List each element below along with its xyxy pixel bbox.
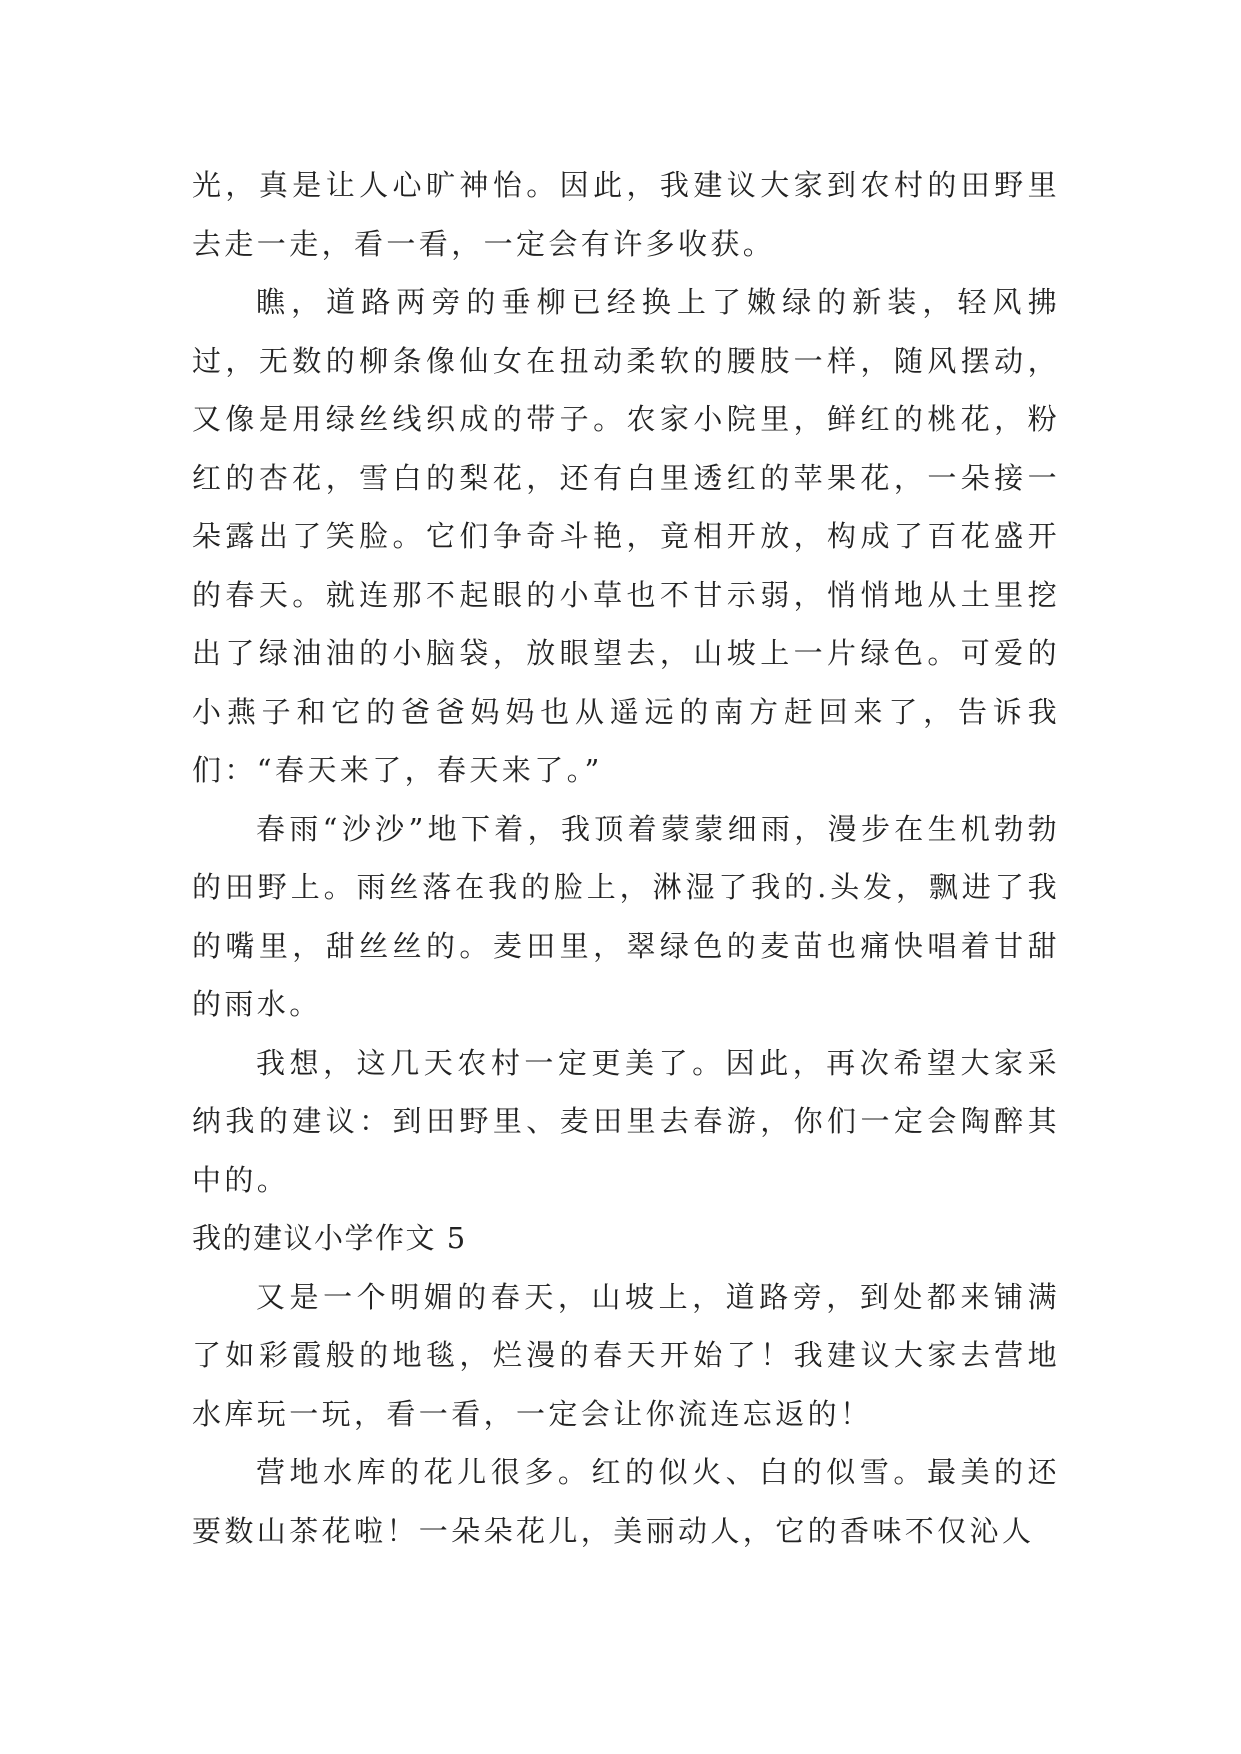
paragraph-spring-rain: 春雨“沙沙”地下着，我顶着蒙蒙细雨，漫步在生机勃勃的田野上。雨丝落在我的脸上，淋湿了我的.头发，飘进了我的嘴里，甜丝丝的。麦田里，翠绿色的麦苗也痛快唱着甘甜的雨水。 <box>192 811 1060 1021</box>
paragraph-reservoir-flowers: 营地水库的花儿很多。红的似火、白的似雪。最美的还要数山茶花啦！一朵朵花儿，美丽动人，它的香味不仅沁人 <box>192 1455 1060 1548</box>
paragraph-continuation: 光，真是让人心旷神怡。因此，我建议大家到农村的田野里去走一走，看一看，一定会有许多收获。 <box>192 168 1060 261</box>
document-page <box>192 156 1060 1560</box>
paragraph-conclusion: 我想，这几天农村一定更美了。因此，再次希望大家采纳我的建议：到田野里、麦田里去春游，你们一定会陶醉其中的。 <box>192 1045 1060 1197</box>
essay-heading: 我的建议小学作文 5 <box>192 1221 467 1255</box>
paragraph-intro-reservoir: 又是一个明媚的春天，山坡上，道路旁，到处都来铺满了如彩霞般的地毯，烂漫的春天开始了！我建议大家去营地水库玩一玩，看一看，一定会让你流连忘返的！ <box>192 1279 1060 1431</box>
paragraph-willows-and-flowers: 瞧，道路两旁的垂柳已经换上了嫩绿的新装，轻风拂过，无数的柳条像仙女在扭动柔软的腰肢一样，随风摆动，又像是用绿丝线织成的带子。农家小院里，鲜红的桃花，粉红的杏花，雪白的梨花，还有白里透红的苹果花，一朵接一朵露出了笑脸。它们争奇斗艳，竟相开放，构成了百花盛开的春天。就连那不起眼的小草也不甘示弱，悄悄地从土里挖出了绿油油的小脑袋，放眼望去，山坡上一片绿色。可爱的小燕子和它的爸爸妈妈也从遥远的南方赶回来了，告诉我们：“春天来了，春天来了。” <box>192 285 1060 787</box>
